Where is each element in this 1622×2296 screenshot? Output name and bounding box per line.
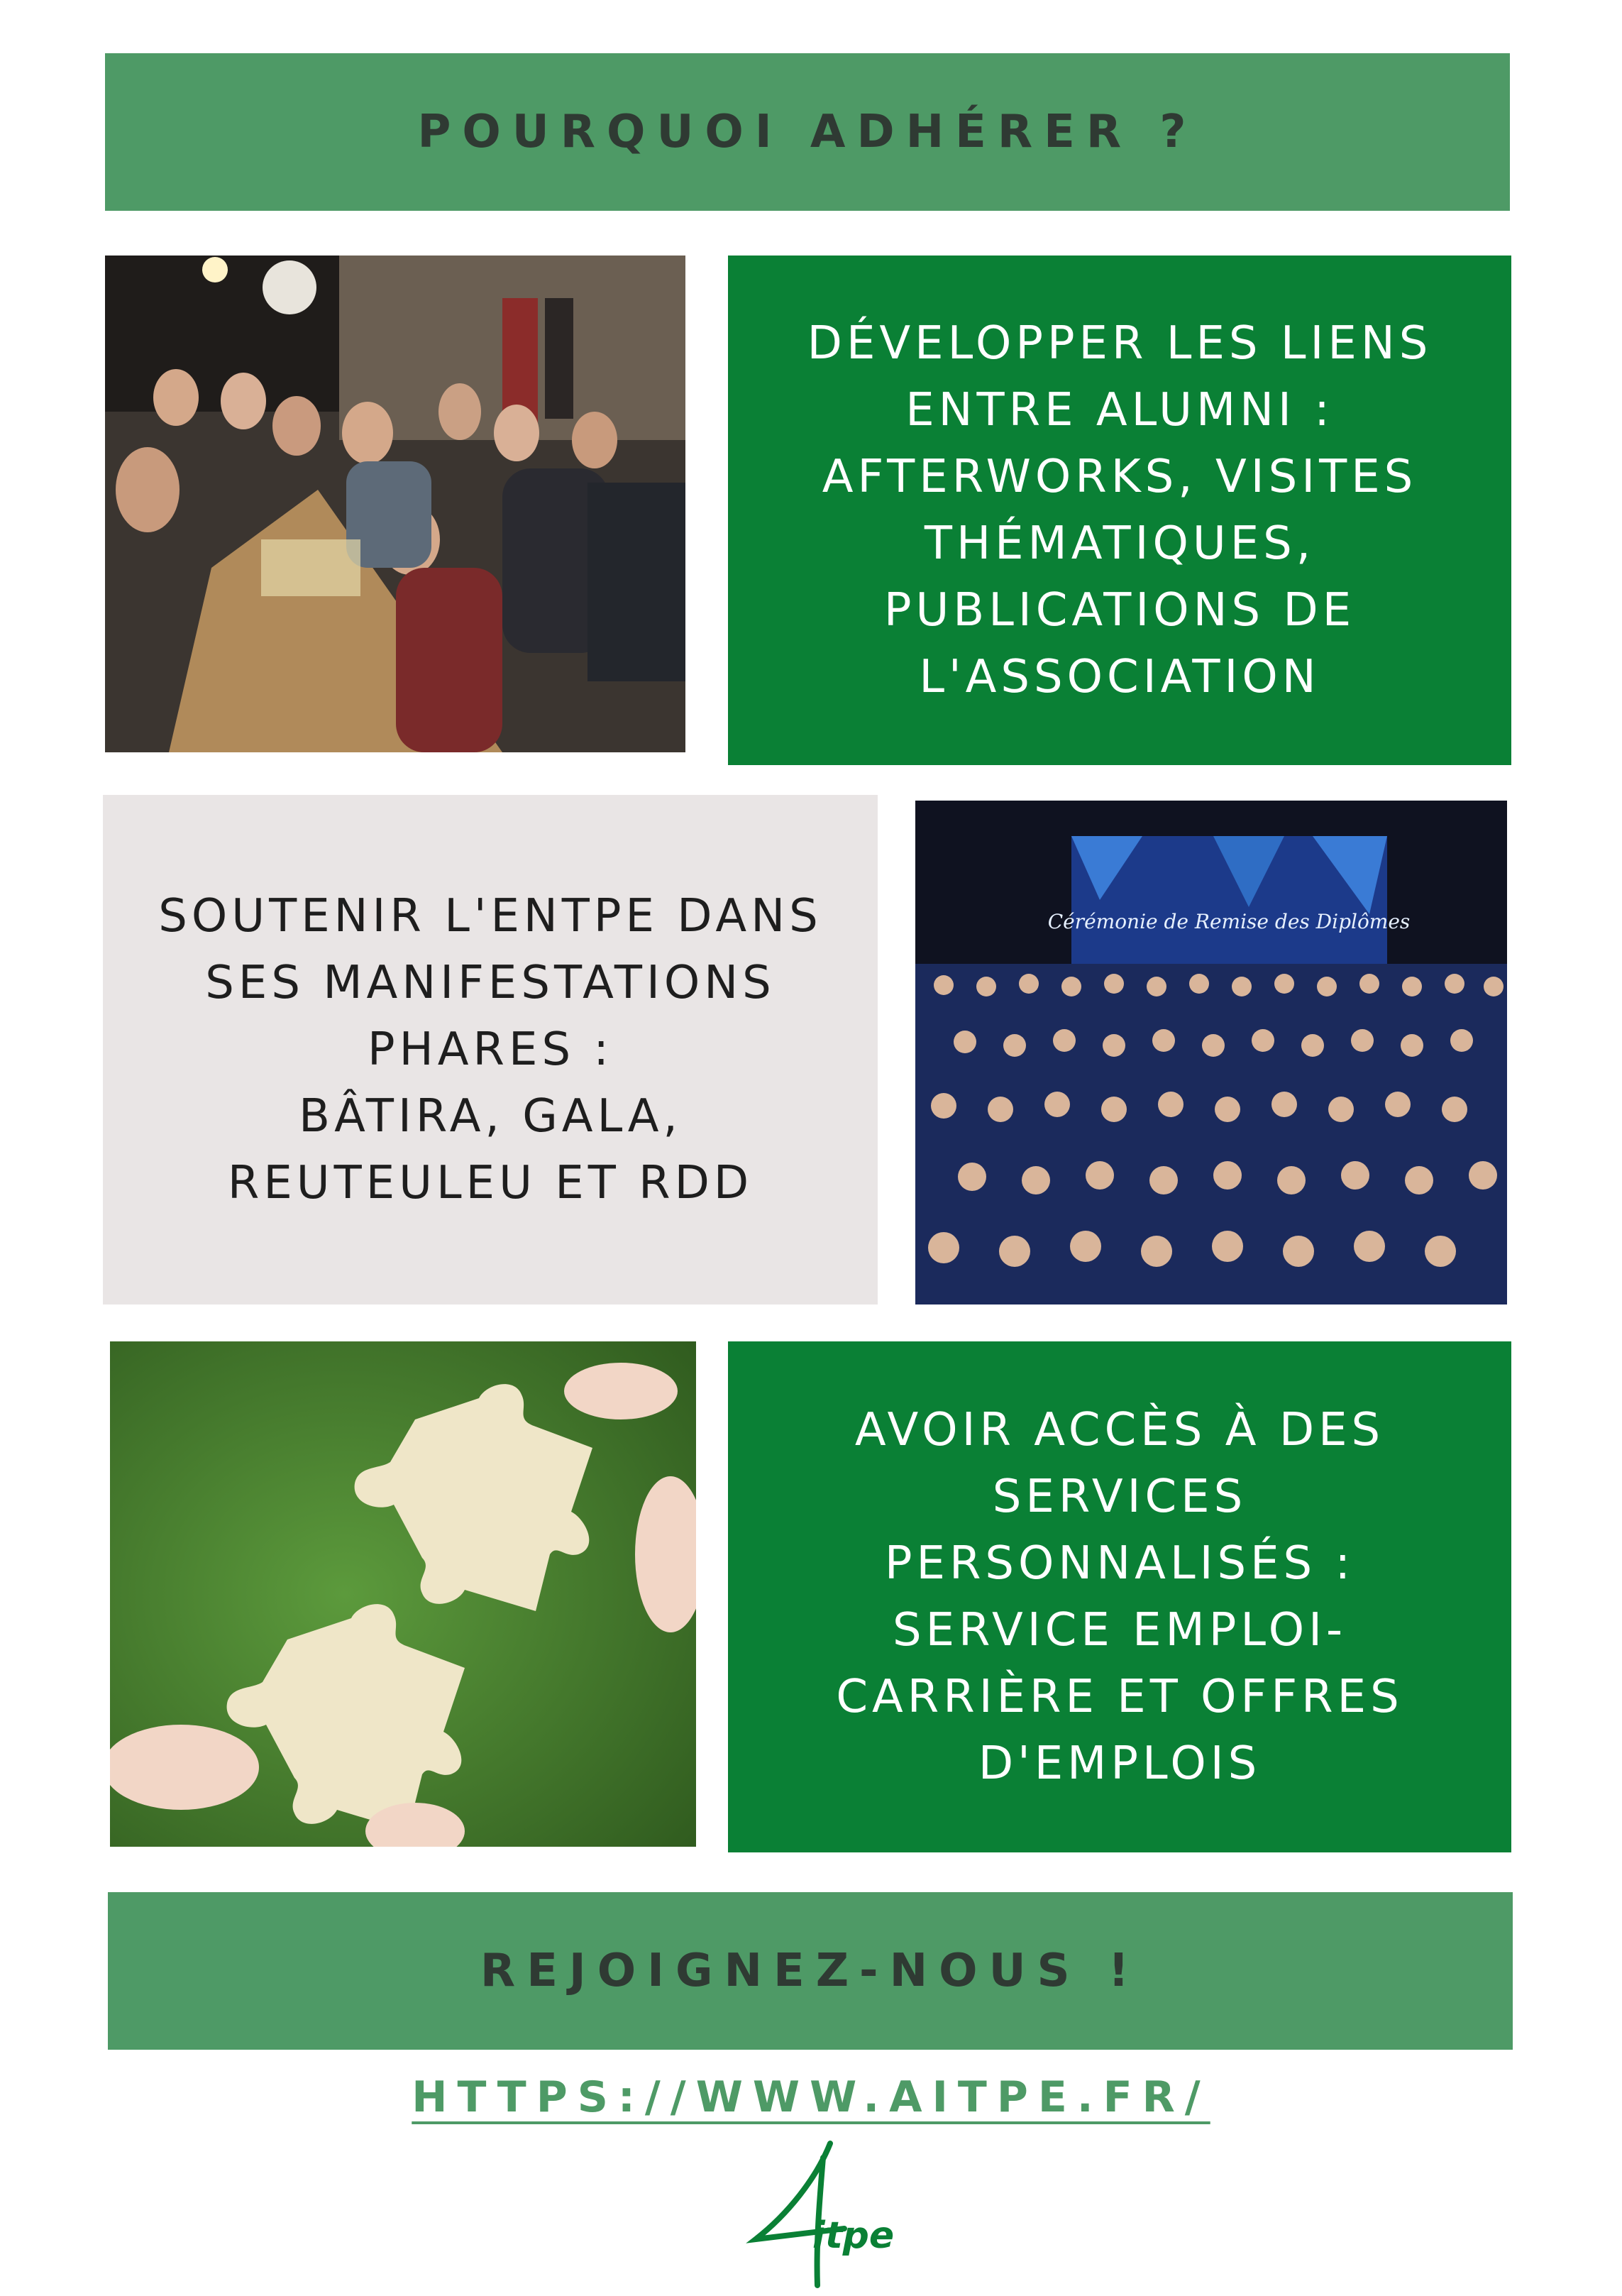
cta-text: REJOIGNEZ-NOUS !	[480, 1945, 1141, 1997]
ceremony-screen-caption: Cérémonie de Remise des Diplômes	[1047, 910, 1411, 933]
puzzle-photo	[110, 1341, 696, 1847]
card-support-entpe	[103, 795, 878, 1304]
card-services	[728, 1341, 1511, 1852]
afterwork-photo	[105, 256, 685, 752]
graduation-ceremony-photo	[915, 801, 1507, 1304]
website-link[interactable]: HTTPS://WWW.AITPE.FR/	[412, 2072, 1210, 2122]
logo-text: itpe	[812, 2214, 895, 2257]
page-title: POURQUOI ADHÉRER ?	[417, 106, 1198, 158]
card-services-text: AVOIR ACCÈS À DES SERVICES PERSONNALISÉS : SERVICE EMPLOI- CARRIÈRE ET OFFRES D'EMPLOIS	[836, 1404, 1403, 1790]
aitpe-logo	[738, 2136, 894, 2292]
header-banner	[105, 53, 1510, 211]
cta-banner	[108, 1892, 1513, 2050]
card-support-entpe-text: SOUTENIR L'ENTPE DANS SES MANIFESTATIONS PHARES : BÂTIRA, GALA, REUTEULEU ET RDD	[158, 890, 822, 1209]
url-row	[0, 2062, 1622, 2133]
card-alumni-links-text: DÉVELOPPER LES LIENS ENTRE ALUMNI : AFTERWORKS, VISITES THÉMATIQUES, PUBLICATIONS DE L'ASSOCIATION	[807, 317, 1433, 703]
card-alumni-links	[728, 256, 1511, 765]
